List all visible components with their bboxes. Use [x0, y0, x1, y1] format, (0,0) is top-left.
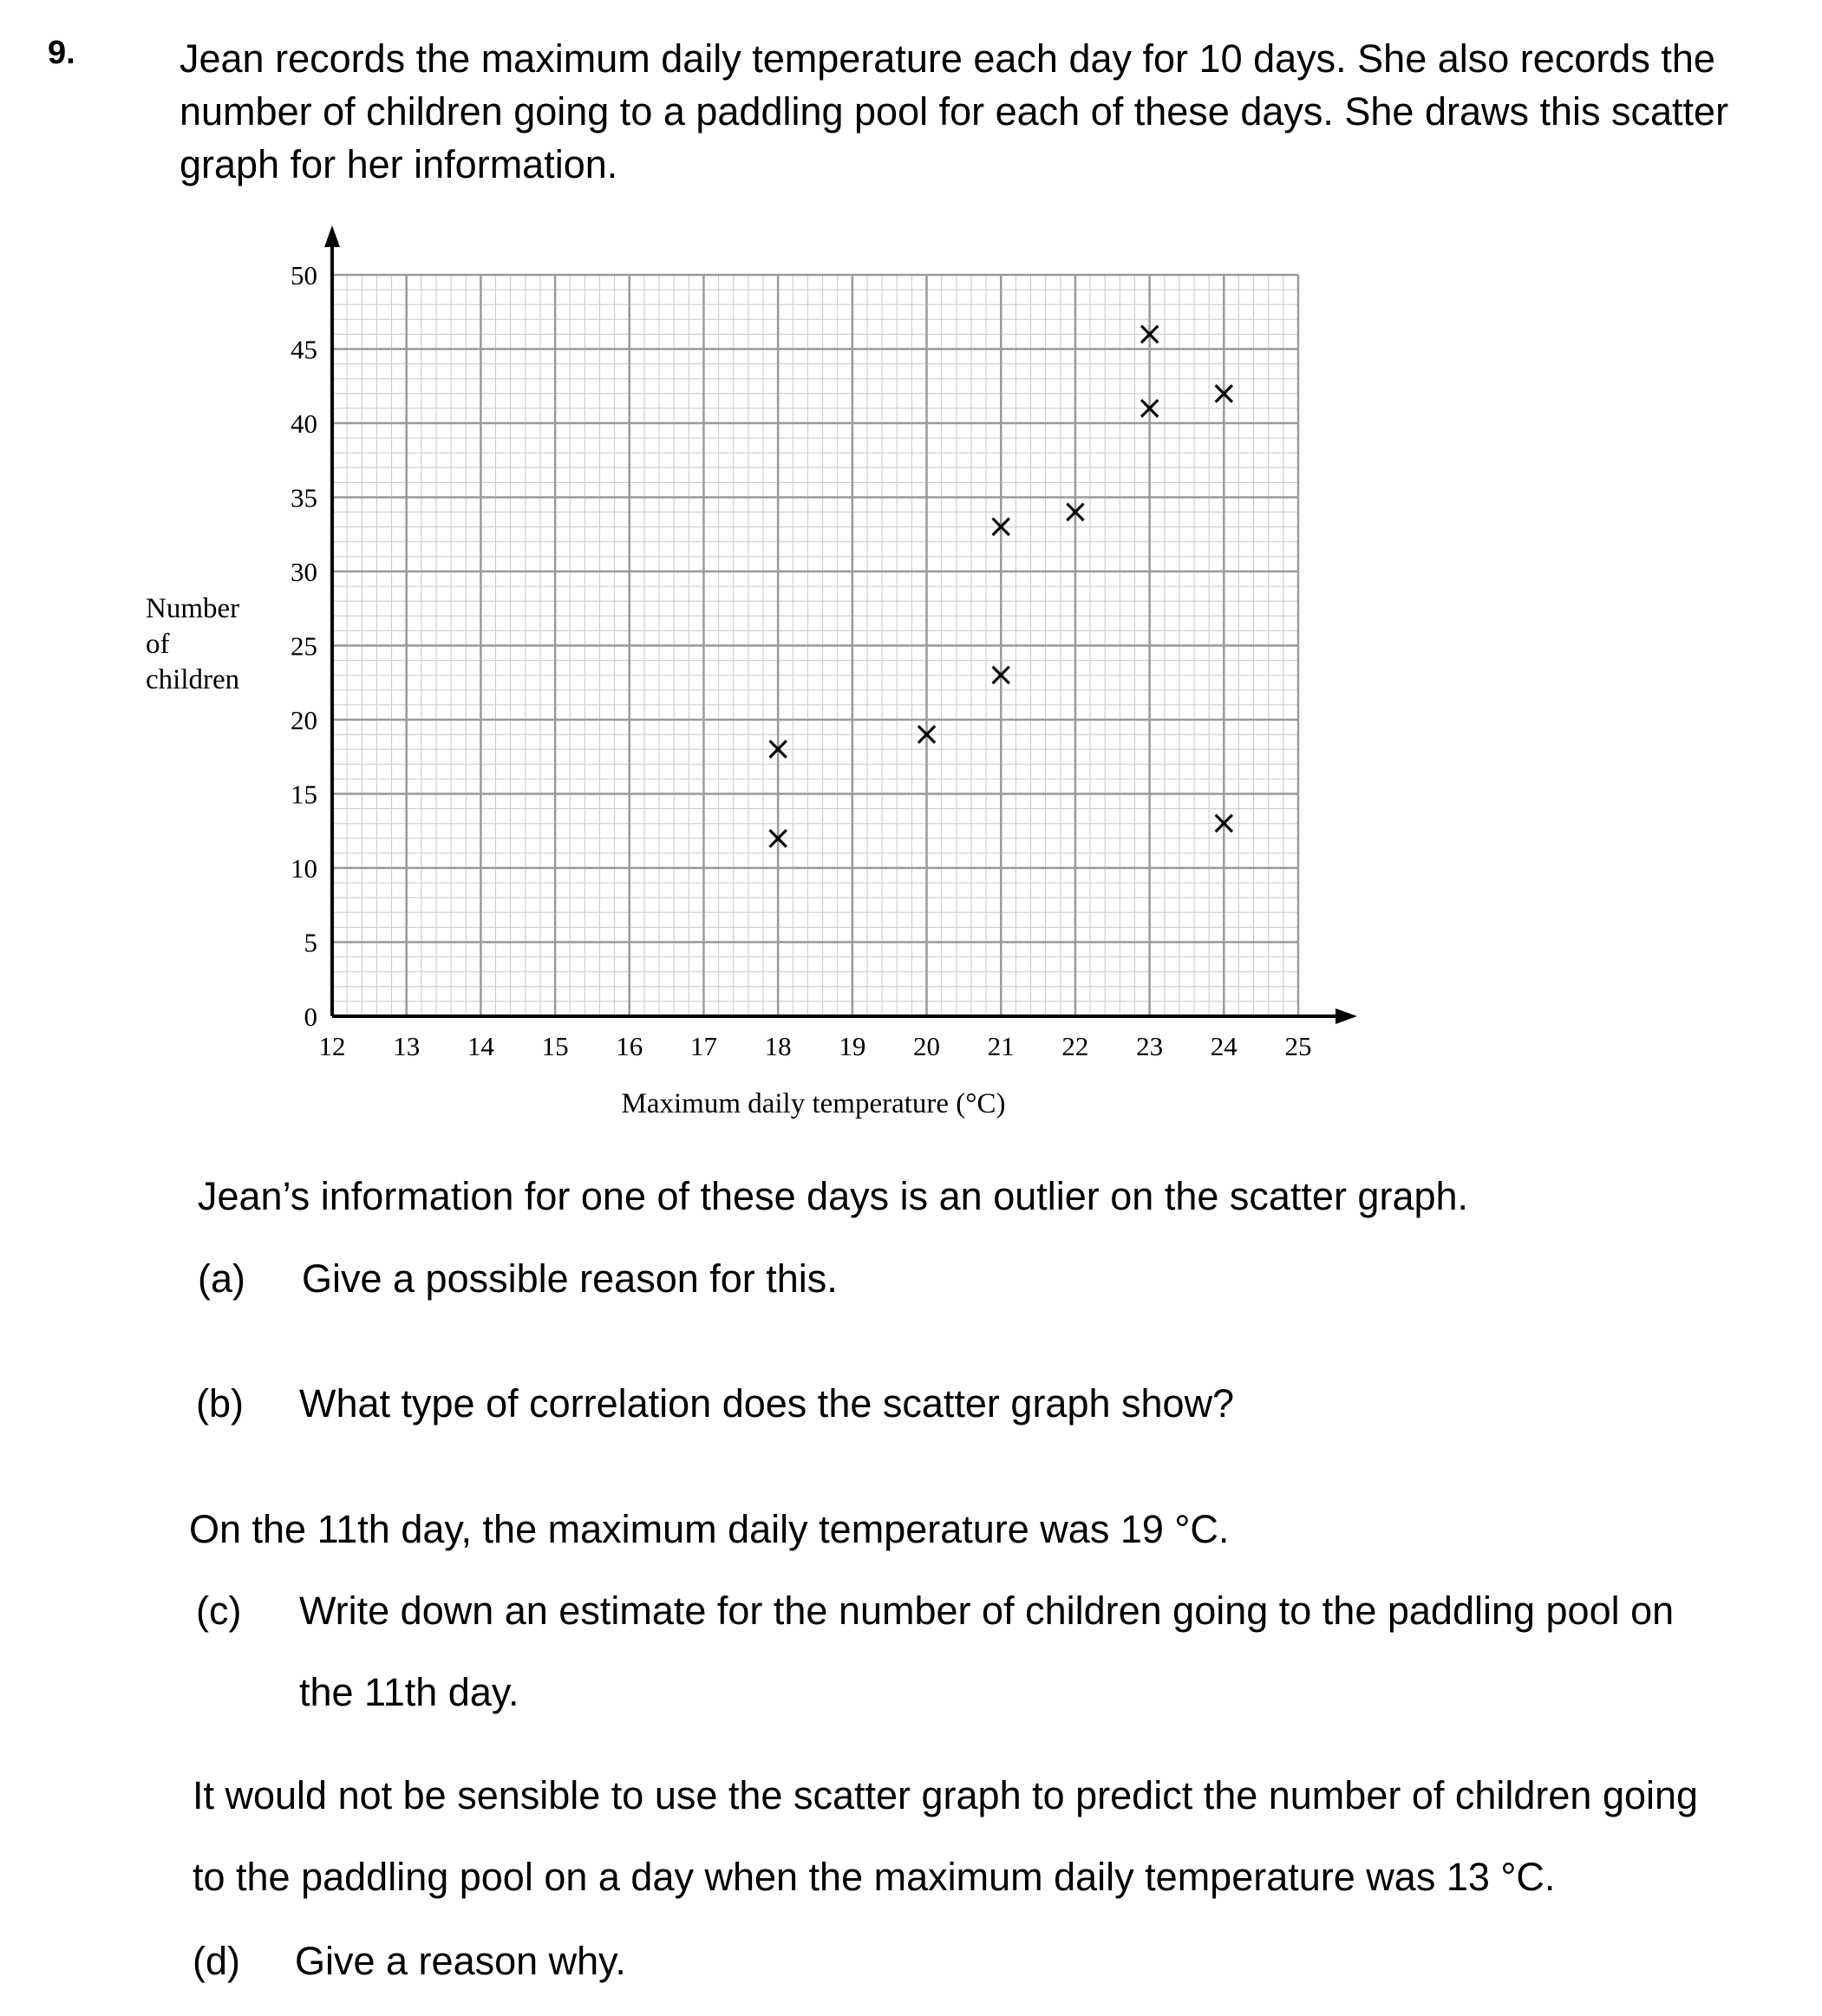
day11-statement: On the 11th day, the maximum daily temperature was 19 °C. [189, 1507, 1230, 1551]
y-tick-labels [291, 260, 317, 1032]
question-intro: Jean records the maximum daily temperature each day for 10 days. She also records the number of children going to a paddling pool for each of these days. She draws this scatter graph for her information. [180, 36, 1729, 186]
sensible-statement-line-1: It would not be sensible to use the scatter graph to predict the number of children going [193, 1773, 1699, 1817]
y-axis-arrow [324, 225, 340, 247]
x-axis-label: Maximum daily temperature (°C) [621, 1088, 1006, 1119]
part-a-text: Give a possible reason for this. [302, 1256, 838, 1301]
y-axis-label-line-2: of [146, 629, 170, 660]
sensible-statement-line-2: to the paddling pool on a day when the maximum daily temperature was 13 °C. [193, 1855, 1556, 1899]
x-tick-label: 13 [393, 1031, 421, 1061]
y-tick-label: 10 [291, 853, 317, 884]
y-axis-label-line-3: children [146, 664, 240, 695]
x-tick-label: 22 [1061, 1031, 1089, 1061]
part-b-text: What type of correlation does the scatter graph show? [299, 1381, 1235, 1426]
x-tick-label: 12 [318, 1031, 346, 1061]
part-c-label: (c) [196, 1589, 242, 1633]
y-tick-label: 40 [291, 408, 317, 439]
grid-major [332, 275, 1298, 1016]
x-tick-label: 20 [913, 1031, 941, 1061]
data-point: × [987, 655, 1015, 694]
x-tick-label: 18 [764, 1031, 792, 1061]
data-point: × [1210, 373, 1238, 412]
y-tick-label: 5 [304, 927, 317, 958]
part-a-label: (a) [198, 1256, 245, 1301]
y-tick-label: 50 [291, 260, 317, 290]
y-tick-label: 45 [291, 334, 317, 365]
x-tick-labels [319, 1031, 1312, 1061]
part-d-label: (d) [193, 1939, 240, 1983]
data-point: × [764, 818, 793, 857]
x-tick-label: 15 [541, 1031, 569, 1061]
question-number: 9. [48, 35, 75, 71]
y-tick-label: 30 [291, 557, 317, 587]
x-axis-arrow [1335, 1008, 1357, 1024]
y-tick-label: 20 [291, 705, 317, 735]
x-tick-label: 14 [467, 1031, 494, 1061]
y-tick-label: 35 [291, 482, 317, 513]
data-point: × [1061, 492, 1089, 531]
y-tick-label: 15 [291, 779, 317, 810]
x-tick-label: 19 [839, 1031, 866, 1061]
part-d-text: Give a reason why. [295, 1939, 626, 1983]
x-tick-label: 17 [689, 1031, 717, 1061]
axes [324, 225, 1357, 1024]
part-b-label: (b) [196, 1381, 244, 1426]
y-axis-label-line-1: Number [146, 593, 240, 624]
data-point: × [1210, 803, 1238, 842]
x-tick-label: 24 [1210, 1031, 1238, 1061]
data-point: × [987, 506, 1015, 545]
data-point: × [764, 729, 793, 768]
x-tick-label: 23 [1136, 1031, 1164, 1061]
x-tick-label: 25 [1284, 1031, 1312, 1061]
part-c-line-2: the 11th day. [299, 1670, 519, 1714]
data-point: × [1135, 314, 1164, 353]
x-tick-label: 21 [987, 1031, 1015, 1061]
data-point: × [1135, 388, 1164, 427]
x-tick-label: 16 [616, 1031, 643, 1061]
outlier-statement: Jean’s information for one of these days is an outlier on the scatter graph. [198, 1174, 1469, 1218]
y-tick-label: 0 [304, 1001, 317, 1032]
part-c-line-1: Write down an estimate for the number of children going to the paddling pool on [299, 1589, 1675, 1633]
data-point: × [912, 714, 941, 754]
y-tick-label: 25 [291, 630, 317, 662]
